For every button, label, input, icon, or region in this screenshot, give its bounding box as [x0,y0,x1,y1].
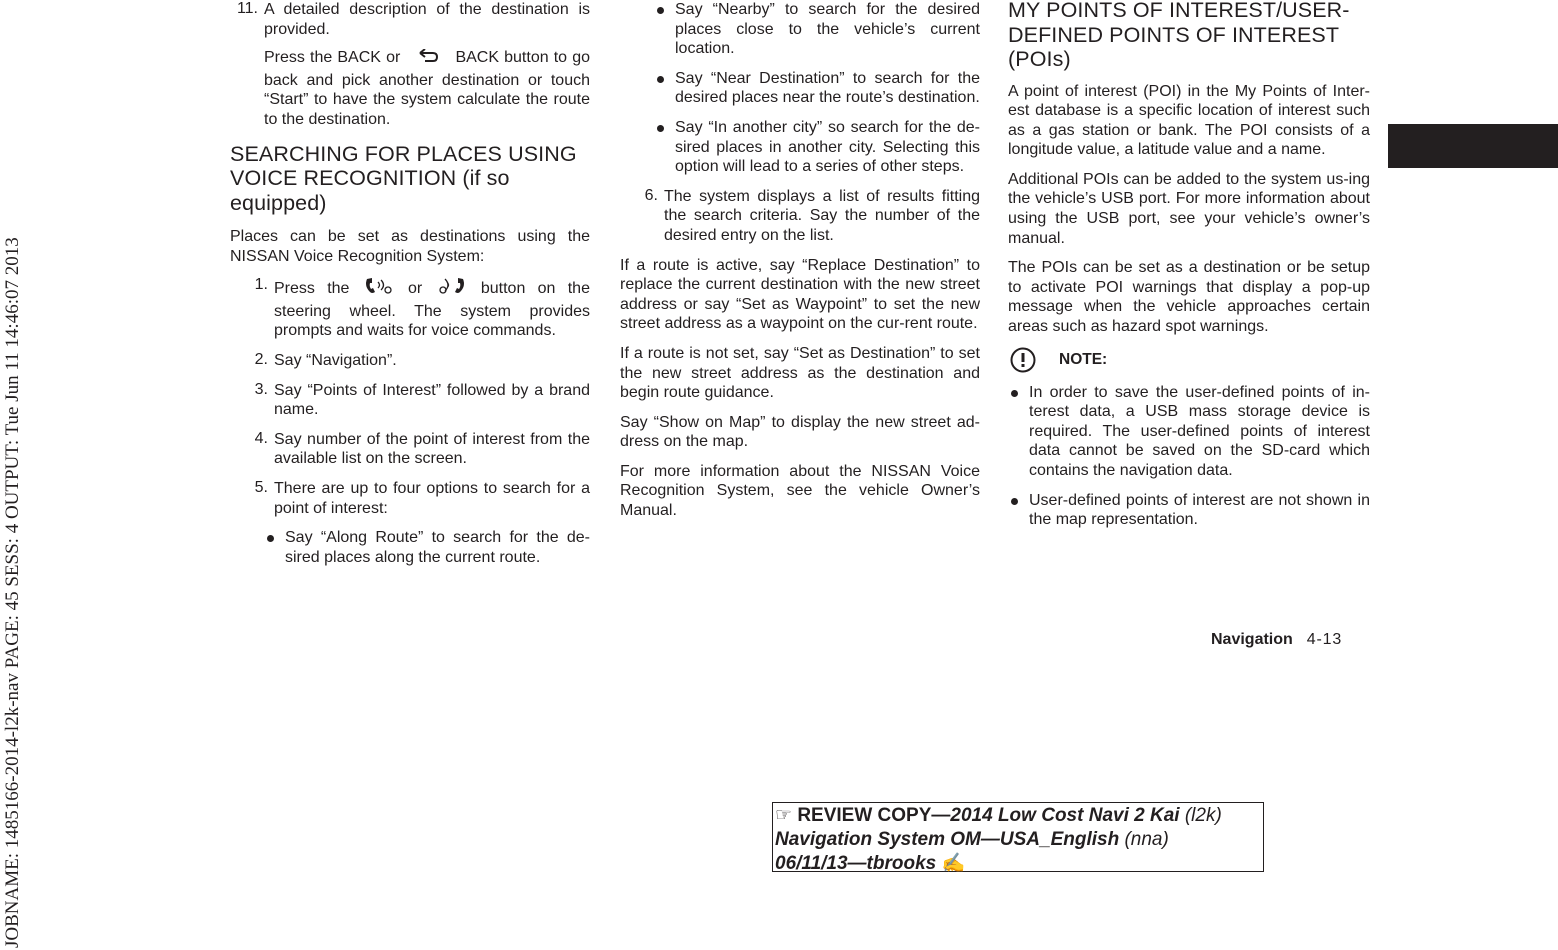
step-text: There are up to four options to search for a point of interest: [274,480,590,517]
step-text-a: Press the [274,280,350,298]
paragraph-route-active: If a route is active, say “Replace Destination” to replace the current destination with the new street address or say “Set as Waypoint” to set the new street address as a waypoint on the cur-rent route. [620,256,980,333]
review-code: (l2k) [1184,805,1222,826]
step-number: 5. [254,479,268,496]
step-5 [240,479,590,518]
footer-page-number: 4-13 [1306,631,1343,648]
pointing-hand-icon: ☞ [775,805,793,826]
bullet-nearby: Say “Nearby” to search for the desired places close to the vehicle’s current location. [654,0,980,59]
voice-phone-icon [437,276,467,302]
phone-voice-icon [364,276,394,302]
back-instruction [264,48,590,129]
section-heading-voice: SEARCHING FOR PLACES USING VOICE RECOGNITION (if so equipped) [230,141,577,215]
step-number: 4. [254,429,268,447]
footer-section-title: Navigation [1211,631,1293,648]
note-icon [1010,347,1036,378]
review-date-author: 06/11/13—tbrooks [775,853,937,874]
writing-hand-icon: ✍ [941,853,966,874]
paragraph-route-not-set: If a route is not set, say “Set as Destination” to set the new street address as the destination and begin route guidance. [620,344,980,402]
review-label: REVIEW COPY— [797,805,951,826]
intro-paragraph: Places can be set as destinations using the NISSAN Voice Recognition System: [230,228,590,265]
paragraph-more-info: For more information about the NISSAN Voice Recognition System, see the vehicle Owner’s Manual. [620,462,980,520]
step-text-b: button on the steering wheel. The system provides prompts and waits for voice commands. [274,280,590,340]
paragraph-additional-pois: Additional POIs can be added to the system us-ing the vehicle’s USB port. For more information about using the USB port, see your vehicle’s owner’s manual. [1008,170,1370,247]
review-system: Navigation System OM—USA_English [775,829,1120,850]
step-4 [240,430,590,469]
paragraph-poi-definition: A point of interest (POI) in the My Points of Inter-est database is a specific location of interest such as a gas station or bank. The POI consists of a longitude value, a latitude value and a name. [1008,82,1370,159]
chapter-tab [1388,124,1558,168]
list-item-11 [230,0,590,130]
note-bullet-usb: In order to save the user-defined points of in-terest data, a USB mass storage device is required. The user-defined points of interest data cannot be saved on the SD-card which contains the navigation data. [1008,383,1370,481]
step-number: 6. [644,186,658,204]
paragraph-show-on-map: Say “Show on Map” to display the new street ad-dress on the map. [620,413,980,451]
back-arrow-icon [417,49,439,71]
review-line-1 [775,804,1263,828]
bullet-along-route: Say “Along Route” to search for the de-sired places along the current route. [264,528,590,567]
bullet-another-city: Say “In another city” so search for the de-sired places in another city. Selecting this option will lead to a series of other steps. [654,118,980,177]
step-text: Say number of the point of interest from the available list on the screen. [274,430,590,468]
step-number: 3. [254,380,268,398]
note-label: NOTE: [1059,350,1108,368]
step-text: Say “Points of Interest” followed by a brand name. [274,381,590,419]
bullet-near-destination: Say “Near Destination” to search for the desired places near the route’s destination. [654,69,980,108]
step-text-or: or [408,280,423,298]
item-text: A detailed description of the destination is provided. [264,1,590,38]
back-text-b: BACK button to go back and pick another destination or touch “Start” to have the system calculate the route to the destination. [264,49,590,128]
step-3 [240,381,590,420]
review-line-3 [775,852,1263,876]
step-number: 1. [254,276,268,294]
step-number: 2. [254,351,268,369]
note-header [1008,347,1370,373]
review-line-2 [775,828,1263,852]
step-text: The system displays a list of results fitting the search criteria. Say the number of the desired entry on the list. [664,187,980,244]
column-1 [230,0,590,577]
review-copy-box [772,802,1264,872]
step-text: Say “Navigation”. [274,352,397,370]
item-number: 11. [236,0,258,17]
column-2 [620,0,980,531]
review-region: (nna) [1124,829,1169,850]
paragraph-poi-usage: The POIs can be set as a destination or be setup to activate POI warnings that display a pop-up message when the vehicle approaches certain areas such as hazard spot warnings. [1008,259,1370,336]
page-footer [1211,630,1342,650]
step-1 [240,276,590,341]
review-title: 2014 Low Cost Navi 2 Kai [950,805,1180,826]
column-3 [1008,0,1370,540]
step-2 [240,351,590,371]
job-info-line: JOBNAME: 1485166-2014-l2k-nav PAGE: 45 SESS: 4 OUTPUT: Tue Jun 11 14:46:07 2013 [2,237,23,948]
back-text-a: Press the BACK or [264,49,401,67]
note-bullet-map: User-defined points of interest are not shown in the map representation. [1008,491,1370,530]
section-heading-poi: MY POINTS OF INTEREST/USER-DEFINED POINTS OF INTEREST (POIs) [1008,0,1350,71]
step-6 [630,187,980,246]
